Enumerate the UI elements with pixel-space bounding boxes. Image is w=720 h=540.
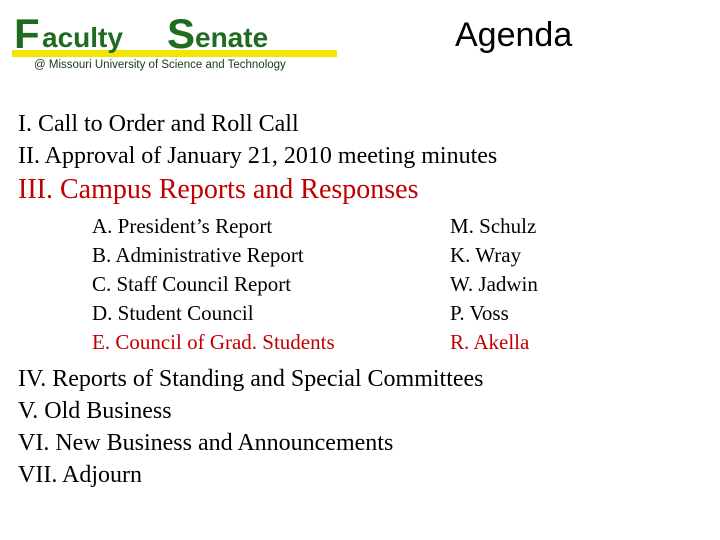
report-row: [92, 212, 652, 241]
page-title: Agenda: [455, 16, 573, 54]
report-presenter: R. Akella: [450, 330, 530, 354]
report-presenter: K. Wray: [450, 243, 522, 267]
faculty-senate-logo: [12, 10, 342, 78]
logo-senate-rest: enate: [195, 22, 269, 53]
report-row: [92, 299, 652, 328]
agenda-item-vi: VI. New Business and Announcements: [18, 430, 394, 456]
report-presenter: M. Schulz: [450, 214, 537, 238]
agenda-item-iv: IV. Reports of Standing and Special Committees: [18, 366, 484, 392]
report-item: A. President’s Report: [92, 214, 273, 238]
logo-senate-initial: S: [167, 10, 196, 57]
campus-reports-list: [92, 212, 652, 357]
report-row-highlighted: [92, 328, 652, 357]
agenda-list: [18, 108, 708, 491]
report-presenter: W. Jadwin: [450, 272, 538, 296]
agenda-remaining-items: [18, 363, 708, 491]
agenda-item-i: I. Call to Order and Roll Call: [18, 111, 299, 137]
logo-faculty-initial: F: [14, 10, 40, 57]
report-row: [92, 241, 652, 270]
report-item: E. Council of Grad. Students: [92, 330, 335, 354]
agenda-item-iii: III. Campus Reports and Responses: [18, 174, 419, 205]
logo-faculty-rest: aculty: [42, 22, 123, 53]
report-item: B. Administrative Report: [92, 243, 304, 267]
agenda-item-ii: II. Approval of January 21, 2010 meeting minutes: [18, 143, 498, 169]
report-item: C. Staff Council Report: [92, 272, 292, 296]
agenda-item-v: V. Old Business: [18, 398, 172, 424]
report-presenter: P. Voss: [450, 301, 509, 325]
logo-subtitle: @ Missouri University of Science and Technology: [34, 59, 286, 71]
agenda-item-vii: VII. Adjourn: [18, 462, 142, 488]
report-row: [92, 270, 652, 299]
report-item: D. Student Council: [92, 301, 254, 325]
